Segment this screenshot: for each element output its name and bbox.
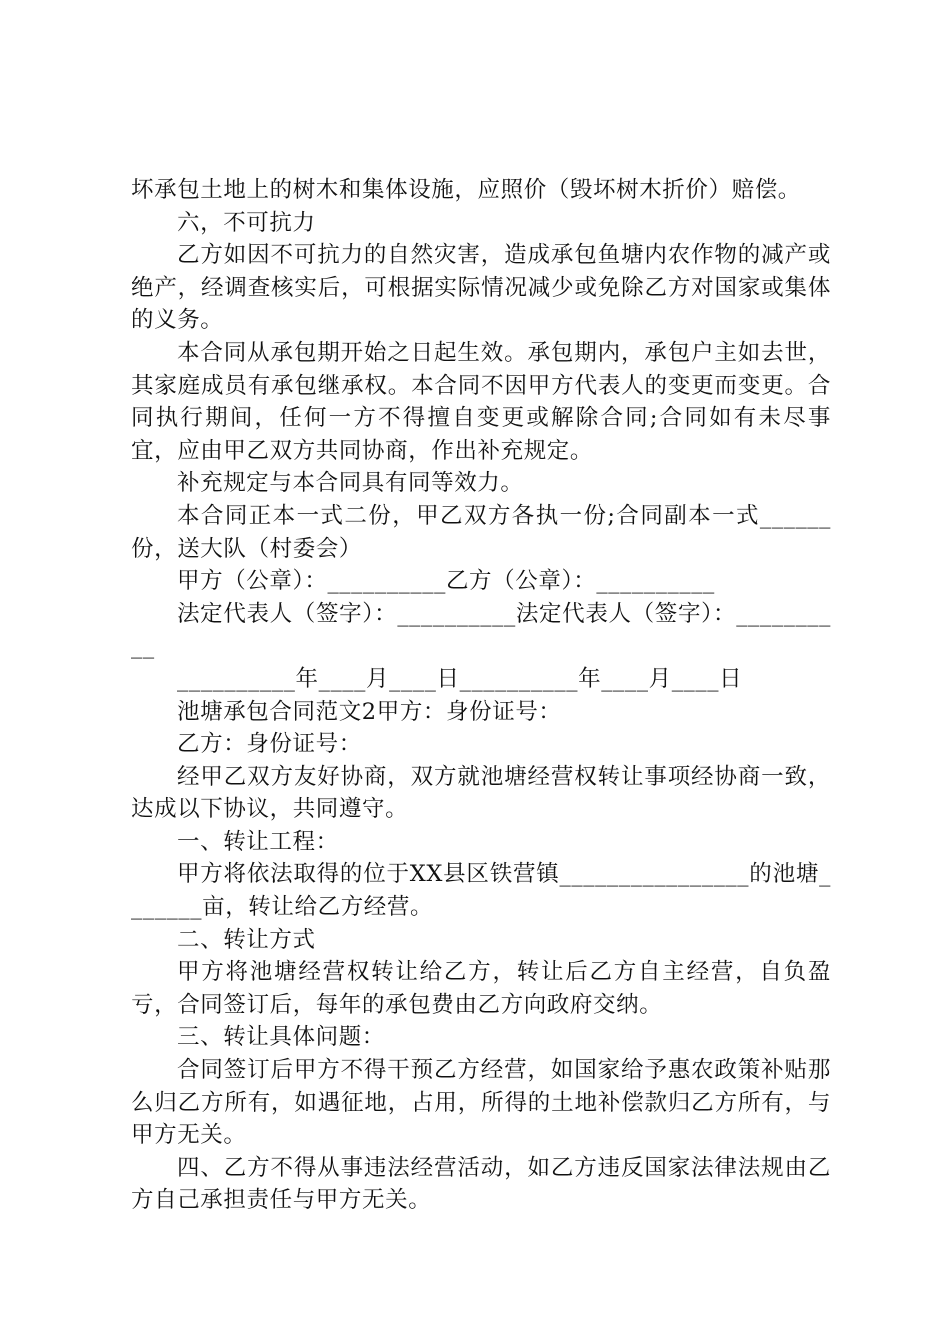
paragraph-transfer-issues: 合同签订后甲方不得干预乙方经营，如国家给予惠农政策补贴那么归乙方所有，如遇征地，占用，所得的土地补偿款归乙方所有，与甲方无关。	[131, 1057, 831, 1149]
paragraph-no-illegal-operation: 四、乙方不得从事违法经营活动，如乙方违反国家法律法规由乙方自己承担责任与甲方无关。	[131, 1154, 831, 1214]
paragraph-contract-effect: 本合同从承包期开始之日起生效。承包期内，承包户主如去世，其家庭成员有承包继承权。本合同不因甲方代表人的变更而变更。合同执行期间，任何一方不得擅自变更或解除合同;合同如有未尽事宜，应由甲乙双方共同协商，作出补充规定。	[131, 339, 831, 464]
paragraph-copies: 本合同正本一式二份，甲乙双方各执一份;合同副本一式______份，送大队（村委会）	[131, 502, 831, 562]
signature-line-seals: 甲方（公章）：__________乙方（公章）：__________	[177, 568, 715, 595]
paragraph-supplementary-effect: 补充规定与本合同具有同等效力。	[177, 470, 524, 497]
section-title-sample-2: 池塘承包合同范文2甲方：身份证号：	[177, 698, 562, 725]
paragraph-damage-compensation: 坏承包土地上的树木和集体设施，应照价（毁坏树木折价）赔偿。	[131, 177, 801, 203]
heading-transfer-method: 二、转让方式	[177, 926, 316, 953]
heading-transfer-project: 一、转让工程：	[177, 828, 339, 855]
paragraph-agreement-intro: 经甲乙双方友好协商，双方就池塘经营权转让事项经协商一致，达成以下协议，共同遵守。	[131, 763, 831, 823]
paragraph-transfer-project: 甲方将依法取得的位于XX县区铁营镇________________的池塘_______亩，转让给乙方经营。	[131, 861, 831, 921]
party-b-line: 乙方：身份证号：	[177, 731, 362, 758]
paragraph-transfer-method: 甲方将池塘经营权转让给乙方，转让后乙方自主经营，自负盈亏，合同签订后，每年的承包费由乙方向政府交纳。	[131, 959, 831, 1018]
signature-line-representatives: 法定代表人（签字）：__________法定代表人（签字）：__________	[131, 600, 831, 660]
document-body	[131, 174, 831, 1217]
signature-line-dates: __________年____月____日__________年____月____日	[177, 665, 743, 692]
heading-transfer-issues: 三、转让具体问题：	[177, 1024, 385, 1051]
paragraph-force-majeure: 乙方如因不可抗力的自然灾害，造成承包鱼塘内农作物的减产或绝产，经调查核实后，可根据实际情况减少或免除乙方对国家或集体的义务。	[131, 242, 831, 334]
heading-force-majeure: 六，不可抗力	[177, 209, 316, 236]
